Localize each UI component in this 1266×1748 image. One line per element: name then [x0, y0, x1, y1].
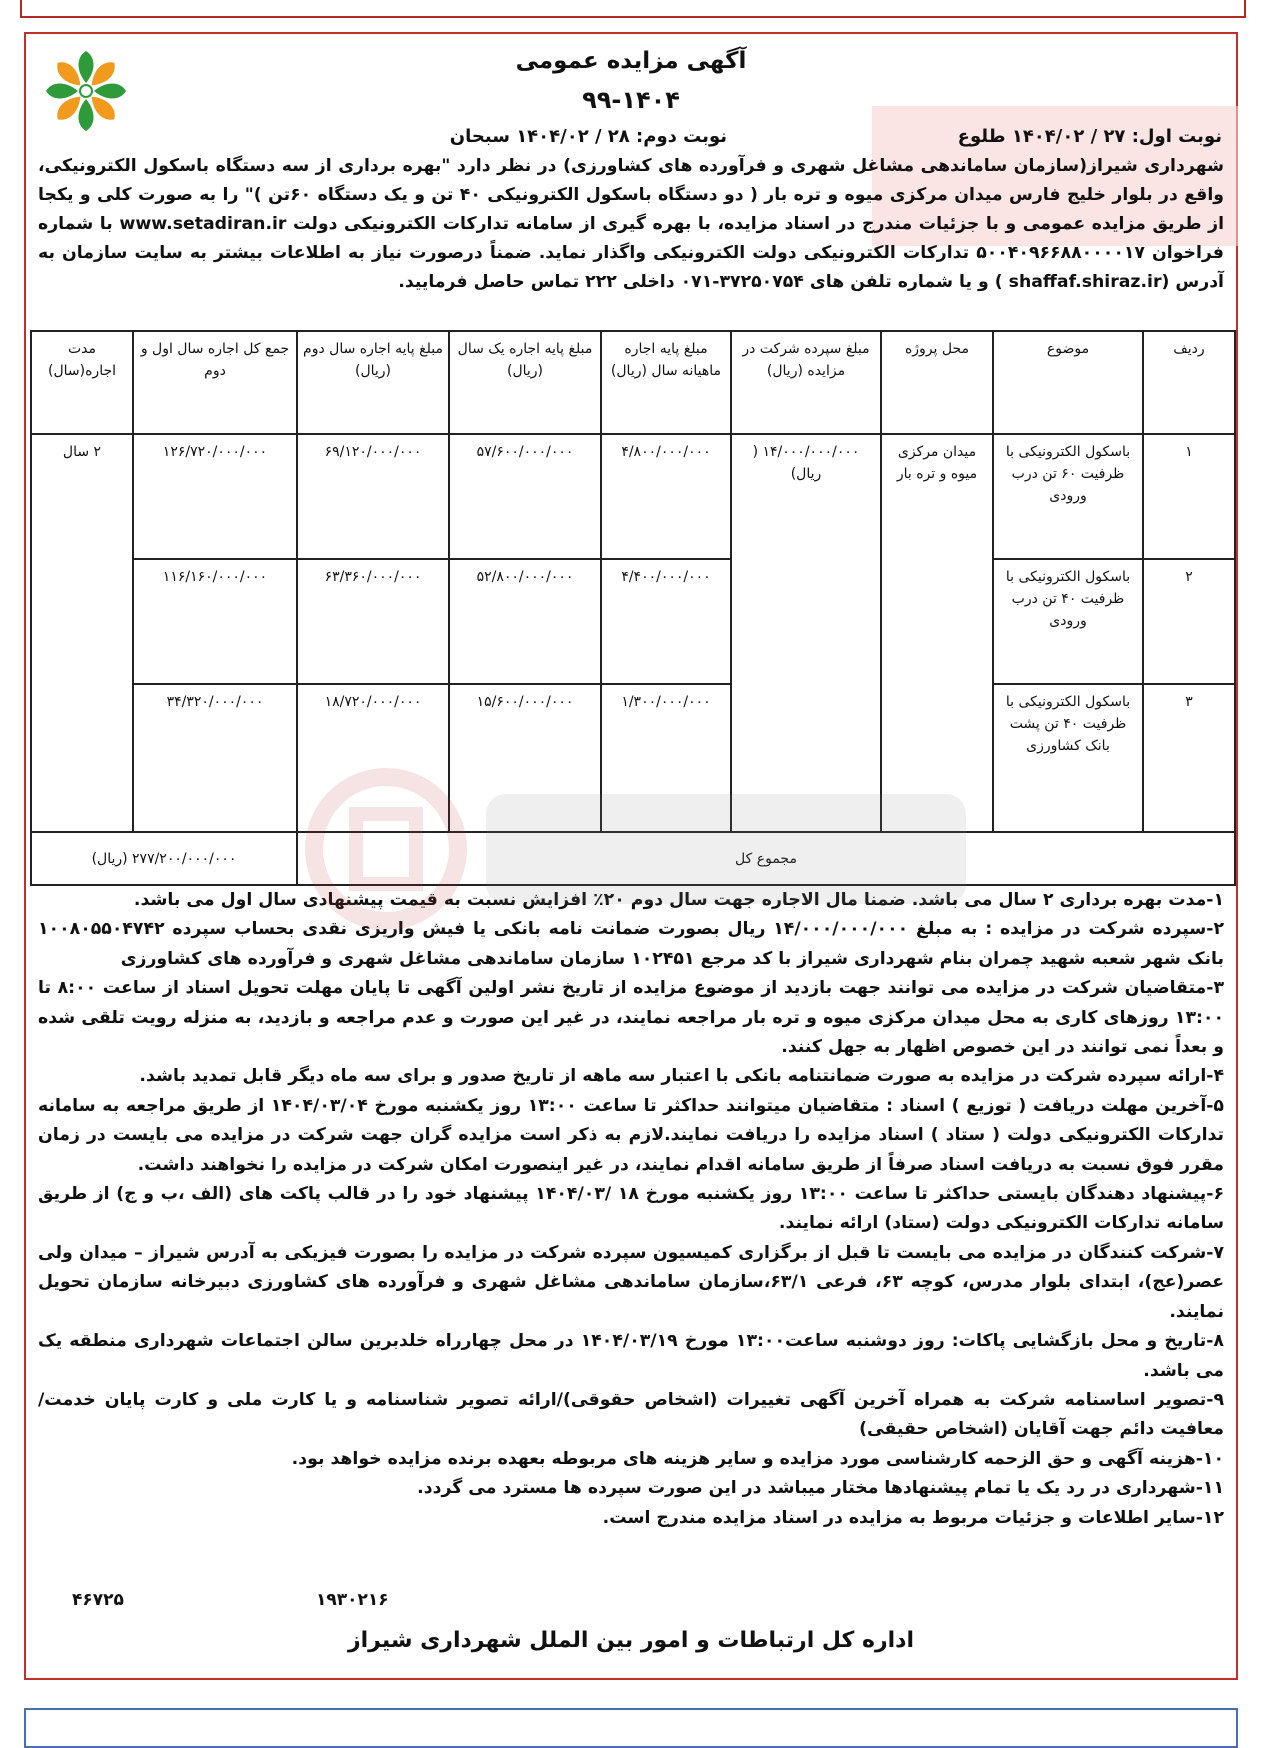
condition-item: ۱۰-هزینه آگهی و حق الزحمه کارشناسی مورد مزایده و سایر هزینه های مربوطه بعهده برنده مزایده خواهد بود. — [291, 1448, 1224, 1469]
row-monthly-rent: ۱/۳۰۰/۰۰۰/۰۰۰ — [601, 684, 731, 833]
row-duration-empty — [31, 684, 133, 833]
row-subject: باسکول الکترونیکی با ظرفیت ۴۰ تن پشت بانک کشاورزی — [993, 684, 1143, 833]
condition-item: ۵-آخرین مهلت دریافت ( توزیع ) اسناد : متقاضیان میتوانند حداکثر تا ساعت ۱۳:۰۰ روز یکشنبه مورخ ۱۴۰۴/۰۳/۰۴ از طریق مراجعه به سامانه تدارکات الکترونیکی دولت ( ستاد ) اسناد مزایده را دریافت نمایند.لازم به ذکر است مزایده گران جهت شرکت در مزایده می بایست در زمان مقرر فوق نسبت به دریافت اسناد صرفاً از طریق سامانه اقدام نمایند، در غیر اینصورت امکان شرکت در مزایده را نخواهند داشت. — [38, 1095, 1224, 1175]
ad-code-middle: ۱۹۳۰۲۱۶ — [316, 1590, 389, 1610]
intro-paragraph: شهرداری شیراز(سازمان ساماندهی مشاغل شهری و فرآورده های کشاورزی) در نظر دارد "بهره برداری از سه دستگاه باسکول الکترونیکی، واقع در بلوار خلیج فارس میدان مرکزی میوه و تره بار ( دو دستگاه باسکول الکترونیکی ۴۰ تن و یک دستگاه ۶۰تن )" را به صورت کلی و یکجا از طریق مزایده عمومی و با جزئیات مندرج در اسناد مزایده، با بهره گیری از سامانه تدارکات الکترونیکی دولت www.setadiran.ir با شماره فراخوان ۵۰۰۴۰۹۶۶۸۸۰۰۰۰۱۷ تدارکات الکترونیکی دولت الکترونیکی واگذار نماید. ضمناً درصورت نیاز به اطلاعات بیشتر به سایت سازمان به آدرس (shaffaf.shiraz.ir ) و یا شماره تلفن های ۳۷۲۵۰۷۵۴-۰۷۱ داخلی ۲۲۲ تماس حاصل فرمایید. — [38, 156, 1225, 292]
publication-dates — [40, 126, 1222, 152]
row-year2-rent: ۱۸/۷۲۰/۰۰۰/۰۰۰ — [297, 684, 449, 833]
row-subject: باسکول الکترونیکی با ظرفیت ۶۰ تن درب ورودی — [993, 434, 1143, 559]
condition-item: ۷-شرکت کنندگان در مزایده می بایست تا قبل از برگزاری کمیسیون سپرده شرکت در مزایده را بصورت فیزیکی به آدرس شیراز – میدان ولی عصر(عج)، ابتدای بلوار مدرس، کوچه ۶۳، فرعی ۶۳/۱،سازمان ساماندهی مشاغل شهری و فرآورده های کشاورزی دبیرخانه سازمان تحویل نمایند. — [38, 1242, 1225, 1322]
condition-item: ۹-تصویر اساسنامه شرکت به همراه آخرین آگهی تغییرات (اشخاص حقوقی)/ارائه تصویر شناسنامه و یا کارت ملی و کارت پایان خدمت/ معافیت دائم جهت آقایان (اشخاص حقیقی) — [38, 1389, 1224, 1440]
ad-code-left: ۴۶۷۲۵ — [72, 1590, 124, 1610]
table-row — [31, 434, 1235, 559]
notice-frame — [24, 32, 1238, 1680]
notice-title: آگهی مزایده عمومی — [515, 48, 747, 74]
header-year1-rent: مبلغ پایه اجاره یک سال (ریال) — [449, 331, 601, 434]
condition-item: ۱۱-شهرداری در رد یک یا تمام پیشنهادها مختار میباشد در این صورت سپرده ها مسترد می گردد. — [417, 1478, 1224, 1499]
row-year2-rent: ۶۳/۳۶۰/۰۰۰/۰۰۰ — [297, 559, 449, 684]
notice-header — [26, 48, 1236, 114]
row-location: میدان مرکزی میوه و تره بار — [881, 434, 993, 559]
condition-item: ۴-ارائه سپرده شرکت در مزایده به صورت ضمانتنامه بانکی با اعتبار سه ماهه از تاریخ صدور و برای سه ماه دیگر قابل تمدید باشد. — [139, 1066, 1224, 1087]
condition-item: ۳-متقاضیان شرکت در مزایده می توانند جهت بازدید از موضوع مزایده از تاریخ نشر اولین آگهی تا پایان مهلت تحویل اسناد از ساعت ۸:۰۰ تا ۱۳:۰۰ روزهای کاری به محل میدان مرکزی میوه و تره بار مراجعه نمایند، در غیر این صورت و عدم مراجعه و بازدید، به منزله رویت تلقی شده و بعداً نمی توانند در این خصوص اظهار به جهل کنند. — [38, 978, 1224, 1058]
grand-total-row — [31, 832, 1235, 885]
condition-item: ۸-تاریخ و محل بازگشایی پاکات: روز دوشنبه ساعت۱۳:۰۰ مورخ ۱۴۰۴/۰۳/۱۹ در محل چهارراه خلدبرین سالن اجتماعات شهرداری منطقه یک می باشد. — [38, 1331, 1224, 1381]
header-row-number: ردیف — [1143, 331, 1235, 434]
header-location: محل پروژه — [881, 331, 993, 434]
row-number: ۳ — [1143, 684, 1235, 833]
table-row — [31, 559, 1235, 684]
row-duration: ۲ سال — [31, 434, 133, 559]
row-total-rent: ۳۴/۳۲۰/۰۰۰/۰۰۰ — [133, 684, 297, 833]
row-year1-rent: ۵۲/۸۰۰/۰۰۰/۰۰۰ — [449, 559, 601, 684]
notice-number: ۹۹-۱۴۰۴ — [582, 86, 680, 114]
row-location-empty — [881, 684, 993, 833]
row-deposit: ۱۴/۰۰۰/۰۰۰/۰۰۰ ( ریال) — [731, 434, 881, 559]
first-publication: نوبت اول: ۲۷ / ۱۴۰۴/۰۲ طلوع — [957, 126, 1222, 147]
header-deposit: مبلغ سپرده شرکت در مزایده (ریال) — [731, 331, 881, 434]
condition-item: ۱-مدت بهره برداری ۲ سال می باشد. ضمنا مال الاجاره جهت سال دوم ۲۰٪ افزایش نسبت به قیمت پیشنهادی سال اول می باشد. — [133, 890, 1224, 910]
row-total-rent: ۱۱۶/۱۶۰/۰۰۰/۰۰۰ — [133, 559, 297, 684]
table-header-row — [31, 331, 1235, 434]
row-number: ۲ — [1143, 559, 1235, 684]
grand-total-label: مجموع کل — [297, 832, 1235, 885]
row-deposit-empty — [731, 559, 881, 684]
row-location-empty — [881, 559, 993, 684]
condition-item: ۶-پیشنهاد دهندگان بایستی حداکثر تا ساعت ۱۳:۰۰ روز یکشنبه مورخ ۱۸ /۱۴۰۴/۰۳ پیشنهاد خود را در قالب پاکت های (الف ،ب و ج) از طریق سامانه تدارکات الکترونیکی دولت (ستاد) ارائه نمایند. — [38, 1184, 1225, 1234]
row-year2-rent: ۶۹/۱۲۰/۰۰۰/۰۰۰ — [297, 434, 449, 559]
row-duration-empty — [31, 559, 133, 684]
row-monthly-rent: ۴/۴۰۰/۰۰۰/۰۰۰ — [601, 559, 731, 684]
table-row — [31, 684, 1235, 833]
footer-office: اداره کل ارتباطات و امور بین الملل شهرداری شیراز — [347, 1628, 915, 1653]
row-year1-rent: ۱۵/۶۰۰/۰۰۰/۰۰۰ — [449, 684, 601, 833]
second-publication: نوبت دوم: ۲۸ / ۱۴۰۴/۰۲ سبحان — [449, 126, 727, 147]
auction-table — [30, 330, 1236, 886]
header-year2-rent: مبلغ پایه اجاره سال دوم (ریال) — [297, 331, 449, 434]
bottom-border-strip — [24, 1708, 1238, 1748]
row-subject: باسکول الکترونیکی با ظرفیت ۴۰ تن درب ورودی — [993, 559, 1143, 684]
row-number: ۱ — [1143, 434, 1235, 559]
condition-item: ۱۲-سایر اطلاعات و جزئیات مربوط به مزایده در اسناد مزایده مندرج است. — [602, 1507, 1224, 1528]
row-monthly-rent: ۴/۸۰۰/۰۰۰/۰۰۰ — [601, 434, 731, 559]
row-deposit-empty — [731, 684, 881, 833]
top-border-strip — [20, 0, 1246, 18]
header-monthly-rent: مبلغ پایه اجاره ماهیانه سال (ریال) — [601, 331, 731, 434]
header-total-rent: جمع کل اجاره سال اول و دوم — [133, 331, 297, 434]
row-year1-rent: ۵۷/۶۰۰/۰۰۰/۰۰۰ — [449, 434, 601, 559]
grand-total-value: ۲۷۷/۲۰۰/۰۰۰/۰۰۰ (ریال) — [31, 832, 297, 885]
header-subject: موضوع — [993, 331, 1143, 434]
conditions-list — [38, 886, 1224, 1533]
condition-item: ۲-سپرده شرکت در مزایده : به مبلغ ۱۴/۰۰۰/۰۰۰/۰۰۰ ریال بصورت ضمانت نامه بانکی یا فیش واریزی نقدی بحساب سپرده ۱۰۰۸۰۵۵۰۴۷۴۲ بانک شهر شعبه شهید چمران بنام شهرداری شیراز با کد مرجع ۱۰۲۴۵۱ سازمان ساماندهی مشاغل شهری و فرآورده های کشاورزی — [38, 919, 1224, 969]
header-duration: مدت اجاره(سال) — [31, 331, 133, 434]
row-total-rent: ۱۲۶/۷۲۰/۰۰۰/۰۰۰ — [133, 434, 297, 559]
